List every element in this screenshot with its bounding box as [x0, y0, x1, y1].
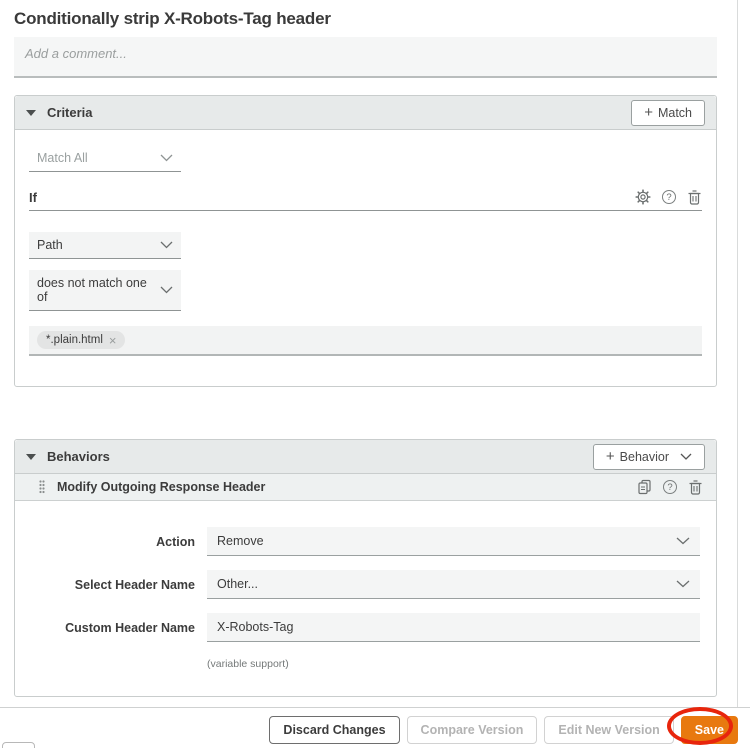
drag-handle-icon[interactable] [39, 480, 45, 494]
form-row [35, 570, 700, 599]
match-operator-value: does not match one of [37, 276, 147, 304]
chevron-down-icon [676, 537, 690, 545]
match-field-value: Path [37, 238, 63, 252]
select-header-name-select[interactable] [207, 570, 700, 599]
chevron-down-icon [160, 286, 173, 294]
behaviors-header [15, 440, 716, 474]
form-row [35, 613, 700, 642]
trash-icon[interactable] [687, 189, 702, 205]
custom-header-name-value: X-Robots-Tag [217, 620, 294, 634]
behaviors-title: Behaviors [47, 449, 110, 464]
form-row [35, 527, 700, 556]
variable-support-note: (variable support) [207, 658, 289, 670]
compare-version-button[interactable]: Compare Version [407, 716, 538, 744]
criteria-header [15, 96, 716, 130]
trash-icon[interactable] [688, 479, 703, 495]
add-behavior-label: Behavior [619, 449, 669, 464]
custom-header-name-label: Custom Header Name [65, 620, 195, 635]
if-label: If [29, 189, 37, 205]
page-title: Conditionally strip X-Robots-Tag header [14, 9, 331, 28]
select-header-name-value: Other... [217, 577, 258, 591]
behaviors-section [14, 439, 717, 697]
criteria-section [14, 95, 717, 387]
add-match-label: Match [657, 105, 692, 120]
action-value: Remove [217, 534, 264, 548]
match-operator-select[interactable] [29, 270, 181, 311]
settings-gear-icon[interactable] [635, 189, 651, 205]
match-field-select[interactable] [29, 232, 181, 259]
action-label: Action [156, 534, 195, 549]
remove-value-icon[interactable]: × [108, 332, 117, 348]
chevron-down-icon [676, 580, 690, 588]
select-header-name-label: Select Header Name [74, 577, 195, 592]
panel-right-border [737, 0, 738, 707]
behavior-card-body [15, 501, 716, 696]
comment-input[interactable] [14, 37, 717, 78]
chevron-down-icon [160, 241, 173, 249]
collapse-caret-icon[interactable] [26, 454, 36, 460]
behavior-title: Modify Outgoing Response Header [57, 480, 266, 494]
match-value-chip [37, 331, 125, 349]
action-select[interactable] [207, 527, 700, 556]
behavior-card-header [15, 474, 716, 501]
save-button[interactable]: Save [681, 716, 738, 744]
plus-icon: + [644, 103, 653, 121]
chevron-down-icon [680, 453, 692, 460]
match-value-label: *.plain.html [46, 334, 103, 346]
footer-divider [0, 707, 750, 708]
discard-changes-button[interactable]: Discard Changes [269, 716, 399, 744]
help-icon[interactable]: ? [662, 190, 676, 204]
partial-bottom-left-box [2, 742, 35, 748]
match-mode-select[interactable] [29, 145, 181, 172]
add-match-button[interactable] [631, 100, 705, 126]
criteria-if-row [29, 189, 702, 211]
chevron-down-icon [160, 154, 173, 162]
custom-header-name-input[interactable] [207, 613, 700, 642]
edit-new-version-button[interactable]: Edit New Version [544, 716, 673, 744]
help-icon[interactable]: ? [663, 480, 677, 494]
criteria-title: Criteria [47, 105, 93, 120]
add-behavior-button[interactable] [593, 444, 705, 470]
footer-actions [269, 716, 738, 744]
criteria-body [15, 130, 716, 386]
plus-icon: + [605, 447, 615, 465]
collapse-caret-icon[interactable] [26, 110, 36, 116]
duplicate-icon[interactable] [637, 479, 652, 495]
match-values-input[interactable] [29, 326, 702, 356]
match-mode-value: Match All [37, 151, 88, 165]
